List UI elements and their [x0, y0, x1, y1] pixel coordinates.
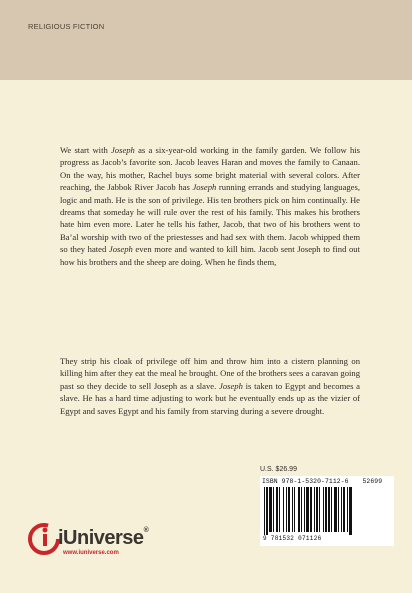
isbn-label	[262, 478, 382, 485]
text-run: running errands and studying languages, logic and math. He is the son of privilege. His ten brothers pick on him continually. He dreams that someday he will rule over the rest of his family. This makes his brothers hate him even more. Later he tells his father, Jacob, that two of his brothers went to Ba’al worship with two of the priestesses and had sex with them. Jacob whipped them so they hated	[60, 182, 360, 255]
publisher-url: www.iuniverse.com	[63, 550, 119, 556]
text-run: They strip his cloak of privilege off him and throw him into a cistern planning on killing him after they eat the meal he brought. One of the brothers sees a caravan going past so they decide to sell Joseph as a slave.	[60, 356, 360, 391]
publisher-logo	[28, 523, 168, 573]
isbn-number: ISBN 978-1-5320-7112-6	[262, 478, 349, 485]
italic-name: Joseph	[219, 380, 243, 391]
text-run: is taken to Egypt and becomes a slave. He has a hard time adjusting to work but he eventually ends up as the vizier of Egypt and saves Egypt and his family from starving during a severe drought.	[60, 380, 360, 416]
publisher-name: iUniverse®	[58, 527, 149, 549]
blurb-paragraph-1	[60, 144, 360, 268]
italic-name: Joseph	[108, 244, 133, 255]
barcode-icon	[264, 487, 390, 535]
italic-name: Joseph	[110, 145, 135, 155]
text-run: as a six-year-old working in the family garden. We follow his progress as Jacob’s favorite son. Jacob leaves Haran and moves the family to Canaan. On the way, his mother, Rachel buys some bright material with several colors. After reaching, the Jabbok River Jacob has	[60, 145, 360, 193]
price-label: U.S. $26.99	[260, 466, 297, 473]
isbn-addon-code: 52699	[362, 478, 383, 485]
barcode-digits: 9 781532 071126	[263, 535, 322, 542]
italic-name: Joseph	[192, 182, 217, 193]
blurb-paragraph-2	[60, 355, 360, 417]
iuniverse-swoosh-icon	[28, 523, 60, 555]
category-label: RELIGIOUS FICTION	[28, 22, 105, 31]
text-run: We start with	[60, 145, 111, 155]
text-run: even more and wanted to kill him. Jacob sent Joseph to find out how his brothers and the sheep are doing. When he finds them,	[60, 244, 360, 267]
barcode-block	[260, 476, 394, 546]
top-color-band	[0, 0, 412, 80]
